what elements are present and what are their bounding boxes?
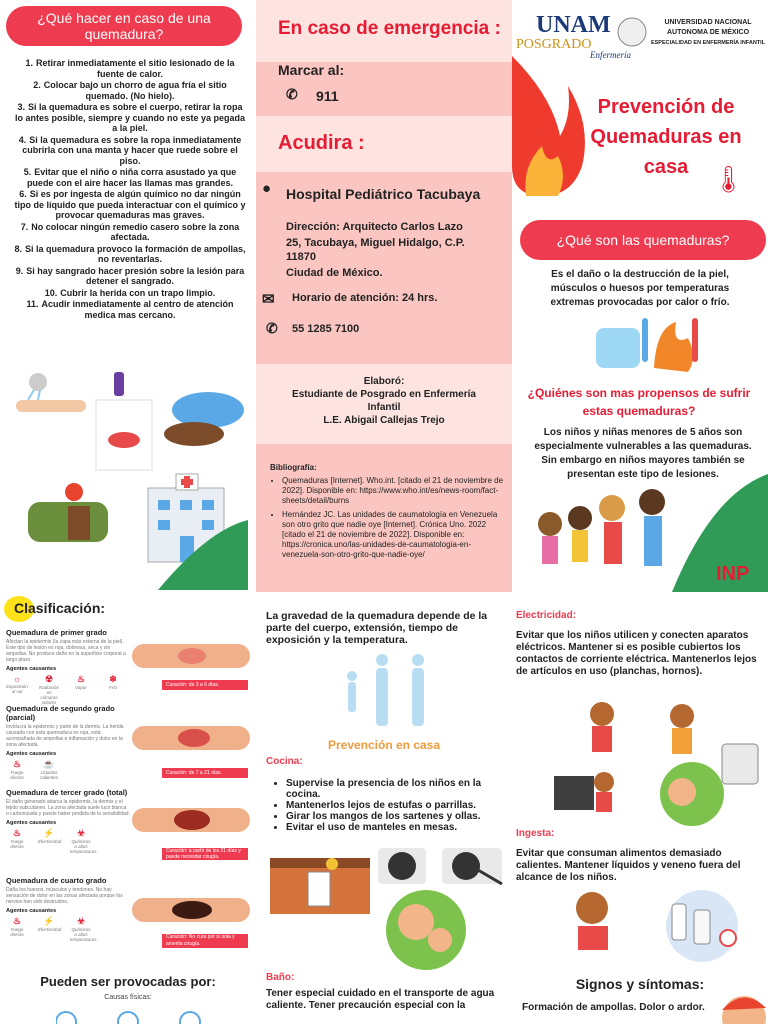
- snowflake-icon: ❄ Frío: [108, 674, 117, 690]
- steps-list: [14, 58, 246, 321]
- step-item: 1. Retirar inmediatamente el sitio lesionado de la fuente de calor.: [25, 58, 235, 79]
- what-to-do-header: ¿Qué hacer en caso de una quemadura?: [6, 6, 242, 46]
- electricity-icon: ⚡ Electricidad: [38, 828, 62, 844]
- causes-title: Pueden ser provocadas por:: [40, 974, 216, 989]
- liquid-icon: ☕ Líquidos calientes: [40, 759, 58, 780]
- physical-causes-label: Causas físicas:: [104, 994, 152, 1001]
- radiation-icon: ☢ Radiación en cámaras solares: [38, 674, 59, 705]
- grade-name: Quemadura de cuarto grado: [6, 876, 107, 885]
- grade-desc: Involucra la epidermis y parte de la dermis. La herida causada con esta quemadura es roja, está acompañada de ampollas e inflamación y dolor en la zona afectada.: [6, 724, 124, 748]
- step-item: 4. Si la quemadura es sobre la ropa inmediatamente cubrirla con una manta y hacer que ruede sobre el piso.: [18, 134, 242, 166]
- author-program: Estudiante de Posgrado en Enfermería: [292, 389, 476, 400]
- hot-cold-icon: [592, 318, 702, 376]
- fire-icon: ♨ Fuego directo: [10, 828, 24, 849]
- arm-burn-1: [132, 636, 250, 672]
- arm-burn-2: [132, 718, 250, 754]
- grade-name: Quemadura de primer grado: [6, 628, 107, 637]
- step-item: 9. Si hay sangrado hacer presión sobre la lesión para detener el sangrado.: [15, 265, 245, 286]
- kitchen-illustration: [266, 844, 510, 970]
- agents-label: Agentes causantes: [6, 908, 57, 914]
- ingestion-text: Evitar que consuman alimentos demasiado calientes. Mantener líquidos y veneno fuera del alcance de los niños.: [516, 848, 741, 883]
- firefighter-icon: [28, 483, 108, 542]
- what-are-burns-header: ¿Qué son las quemaduras?: [520, 220, 766, 260]
- grade-1: [6, 628, 130, 705]
- dropper-icon: [96, 372, 152, 470]
- chemical-icon: ☣ Químicos a altas temperaturas: [70, 828, 97, 854]
- author-label: Elaboró:: [363, 376, 405, 387]
- step-item: 6. Si es por ingesta de algún químico no dar ningún tipo de líquido que pueda interactuar con el químico y provocar quemaduras mas graves.: [14, 189, 246, 220]
- kitchen-item: • Mantenerlos lejos de estufas o parrillas.: [286, 800, 510, 811]
- agents-label: Agentes causantes: [6, 666, 57, 672]
- prevention-title: Prevención en casa: [327, 738, 441, 752]
- mail-icon: ✉: [262, 291, 275, 308]
- electricity-text: Evitar que los niños utilicen y conecten aparatos eléctricos. Mantener si es posible cubiertos los contactos de corriente eléctrica. Mantenerlos lejos de artículos en uso (planchas, hornos).: [516, 630, 757, 677]
- grade-name: Quemadura de segundo grado (parcial): [6, 704, 115, 722]
- body-figures-icon: [338, 650, 438, 730]
- step-item: 3. Si la quemadura es sobre el cuerpo, retirar la ropa lo antes posible, siempre y cuando no este ya pegada a la piel.: [14, 102, 246, 133]
- bibliography-item: • Quemaduras [Internet]. Who.int. [citado el 21 de noviembre de 2022]. Disponible en: https://www.who.int/es/news-room/fact-sheets/detail/burns: [282, 476, 508, 506]
- boy-face-icon: [718, 990, 768, 1024]
- bathroom-label: Baño:: [266, 972, 295, 983]
- step-item: 8. Si la quemadura provoco la formación de ampollas, no reventarlas.: [14, 243, 246, 264]
- bibliography-item: • Hernández JC. Las unidades de caumatología en Venezuela son otro grito que nadie oye [Internet]. Crónica Uno. 2022 [citado el 21 de noviembre de 2022]. Disponible en: https://cronica.uno/las-unidades-de-caumatologia-en-venezuela-son-otro-grito-que-nadie-oye/: [282, 510, 508, 560]
- kitchen-list: [274, 778, 510, 833]
- university-name: UNIVERSIDAD NACIONAL AUTONOMA DE MÉXICO ESPECIALIDAD EN ENFERMERÍA INFANTIL: [650, 19, 766, 46]
- emergency-number: 911: [316, 88, 339, 104]
- thermometer-icon: 🌡: [712, 164, 746, 194]
- inp-logo: INP: [716, 563, 750, 585]
- fire-icon: ♨ Fuego directo: [10, 916, 24, 937]
- panel-prevention: [256, 592, 512, 1024]
- symptoms-title: Signos y síntomas:: [575, 976, 705, 992]
- grade-name: Quemadura de tercer grado (total): [6, 788, 128, 797]
- author-program-2: Infantil: [367, 402, 401, 413]
- arm-burn-3: [132, 800, 250, 836]
- bibliography-list: [270, 476, 508, 560]
- who-header: ¿Quiénes son mas propensos de sufrir estas quemaduras?: [527, 386, 751, 418]
- cause-icons: [56, 1006, 206, 1024]
- grade-3: [6, 788, 130, 854]
- grade-desc: Daña los huesos, músculos y tendones. No hay sensación de dolor en las zonas afectada porque los nervios han sido destruidos.: [6, 887, 123, 905]
- grade-desc: El daño generado abarca la epidermis, la dermis y el tejido subcutáneo. La zona afectada suele lucir blanca o carbonizada y puede haber pérdida de la sensibilidad.: [6, 799, 130, 817]
- panel-emergency: [256, 0, 512, 592]
- sun-icon: ☼ Exposición al sol: [6, 674, 28, 694]
- healing-tag: Curación: a partir de los 21 días y puede necesitar cirugía.: [162, 848, 248, 860]
- grade-2: [6, 704, 130, 780]
- ingestion-illustration: [552, 886, 752, 962]
- cover-title: Prevención de Quemaduras en casa: [590, 96, 742, 178]
- panel-electricity-ingestion: [512, 592, 768, 1024]
- panel-what-to-do: [0, 0, 256, 592]
- author-name: L.E. Abigail Callejas Trejo: [323, 415, 445, 426]
- grade-desc: Afectan la epidermis (la capa más externa de la piel). Este tipo de lesión es roja, dolorosa, seca y sin ampollas. No produce daño en la superficie corporal a largo plazo.: [6, 639, 126, 663]
- logo-enfermeria: Enfermería: [590, 50, 631, 60]
- panel-cover: [512, 0, 768, 592]
- step-item: 2. Colocar bajo un chorro de agua fría el sitio quemado. (No hielo).: [33, 80, 227, 101]
- arm-burn-4: [132, 890, 250, 926]
- chemical-icon: ☣ Químicos a altas temperaturas: [70, 916, 97, 942]
- kitchen-item: • Girar los mangos de los sartenes y ollas.: [286, 811, 510, 822]
- hospital-phone: 55 1285 7100: [292, 323, 360, 335]
- agents-label: Agentes causantes: [6, 820, 57, 826]
- children-group-icon: [512, 474, 768, 592]
- kitchen-item: • Evitar el uso de manteles en mesas.: [286, 822, 510, 833]
- phone-icon: ✆: [286, 86, 298, 102]
- burns-definition: Es el daño o la destrucción de la piel, músculos o huesos por temperaturas extremas provocadas por calor o frío.: [550, 269, 730, 308]
- address-line-1: Dirección: Arquitecto Carlos Lazo: [286, 221, 463, 233]
- electricity-icon: ⚡ Electricidad: [38, 916, 62, 932]
- healing-tag: Curación: de 3 a 6 días.: [162, 680, 248, 690]
- kitchen-item: • Supervise la presencia de los niños en la cocina.: [286, 778, 510, 800]
- agents-label: Agentes causantes: [6, 751, 57, 757]
- first-aid-illustrations: [8, 370, 248, 590]
- address-line-4: Ciudad de México.: [286, 267, 383, 279]
- symptoms-text: Formación de ampollas. Dolor o ardor.: [522, 1002, 705, 1013]
- address-line-2: 25, Tacubaya, Miguel Hidalgo, C.P.: [286, 237, 465, 249]
- hospital-name: Hospital Pediátrico Tacubaya: [286, 186, 481, 202]
- step-item: 7. No colocar ningún remedio casero sobre la zona afectada.: [20, 221, 240, 242]
- electricity-illustration: [532, 696, 764, 826]
- bathroom-text: Tener especial cuidado en el transporte de agua caliente. Tener precaución especial con la: [266, 988, 495, 1011]
- fire-icon: ♨ Fuego directo: [10, 759, 24, 780]
- shower-arm-icon: [16, 373, 86, 412]
- emergency-title: En caso de emergencia :: [278, 18, 501, 39]
- step-item: 5. Evitar que el niño o niña corra asustado ya que puede con el aire hacer las llamas mas grandes.: [23, 167, 237, 188]
- panel-classification: [0, 592, 256, 1024]
- logo-unam: UNAM: [536, 12, 611, 38]
- call-label: Marcar al:: [278, 62, 345, 78]
- severity-intro: La gravedad de la quemadura depende de la parte del cuerpo, extensión, tiempo de exposición y la temperatura.: [266, 610, 488, 646]
- kitchen-label: Cocina:: [266, 756, 303, 767]
- healing-tag: Curación: No cura por sí sola y amerita cirugía.: [162, 934, 248, 948]
- acudira-title: Acudira :: [278, 132, 365, 154]
- bandage-hands-icon: [164, 392, 244, 446]
- bibliography-label: Bibliografía:: [270, 463, 317, 472]
- steam-icon: ♨ Vapor: [75, 674, 87, 690]
- author-block: [256, 375, 512, 427]
- location-icon: ●: [262, 180, 272, 197]
- electricity-label: Electricidad:: [516, 610, 577, 621]
- classification-title: Clasificación:: [14, 600, 106, 616]
- who-answer: Los niños y niñas menores de 5 años son especialmente vulnerables a las quemaduras. Sin embargo en niños mayores también se presentan este tipo de lesiones.: [534, 427, 752, 480]
- address-line-3: 11870: [286, 251, 316, 263]
- logo-posgrado: POSGRADO: [516, 37, 592, 52]
- healing-tag: Curación: de 7 a 21 días.: [162, 768, 248, 778]
- step-item: 11. Acudir inmediatamente al centro de atención medica mas cercano.: [26, 299, 234, 320]
- hours-text: Horario de atención: 24 hrs.: [292, 292, 438, 304]
- grade-4: [6, 876, 130, 942]
- step-item: 10. Cubrir la herida con un trapo limpio.: [44, 287, 216, 298]
- phone-icon: ✆: [266, 320, 278, 336]
- ingestion-label: Ingesta:: [516, 828, 555, 839]
